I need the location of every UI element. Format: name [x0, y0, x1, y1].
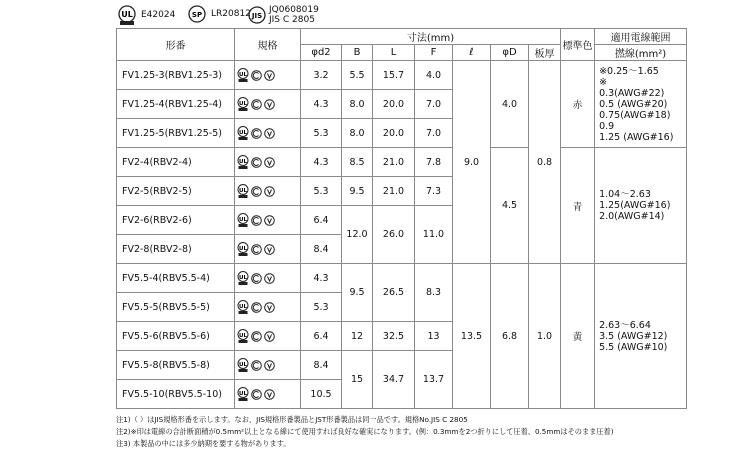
svg-text:UL: UL [121, 10, 133, 19]
wire-line: 1.25(AWG#16) [599, 200, 671, 211]
standard-marks [235, 235, 301, 264]
csa-mark-icon [251, 157, 262, 168]
model-cell: FV5.5-5(RBV5.5-5) [117, 293, 235, 322]
csa-mark-icon [251, 215, 262, 226]
standard-marks [235, 380, 301, 409]
header-b: B [342, 45, 373, 61]
ul-mark-icon [237, 387, 249, 401]
f-cell: 13 [415, 322, 453, 351]
model-cell: FV5.5-6(RBV5.5-6) [117, 322, 235, 351]
svg-text:UL: UL [239, 188, 247, 194]
f-cell: 4.0 [415, 61, 453, 90]
b-cell: 12.0 [342, 206, 373, 264]
l-cell: 15.7 [373, 61, 415, 90]
f-cell: 8.3 [415, 264, 453, 322]
f-cell: 7.3 [415, 177, 453, 206]
wire-line: 1.25 (AWG#16) [599, 131, 674, 143]
dd-group-2: 4.5 [491, 148, 529, 264]
f-cell: 7.0 [415, 119, 453, 148]
l-cell: 20.0 [373, 119, 415, 148]
l-cell: 21.0 [373, 177, 415, 206]
header-dimensions: 寸法(mm) [301, 29, 561, 45]
wire-line: 0.75(AWG#18) [599, 109, 671, 121]
standard-marks [235, 206, 301, 235]
header-standard: 規格 [235, 29, 301, 61]
dd-group-3: 6.8 [491, 264, 529, 409]
footnote-2: 注2)※印は電線の合計断面積が0.5mm²以上となる線にて使用すれば良好な確実になります。(例：0.3mmを2つ折りにして圧着、0.5mmはそのまま圧着) [116, 427, 614, 436]
svg-text:UL: UL [239, 130, 247, 136]
csa-mark-icon [251, 302, 262, 313]
table-row [117, 61, 687, 90]
ell-group-1: 9.0 [453, 61, 491, 264]
csa-mark-icon [251, 186, 262, 197]
header-d2: φd2 [301, 45, 342, 61]
f-cell: 13.7 [415, 351, 453, 409]
model-cell: FV1.25-4(RBV1.25-4) [117, 90, 235, 119]
b-cell: 8.5 [342, 148, 373, 177]
l-cell: 20.0 [373, 90, 415, 119]
svg-text:UL: UL [239, 159, 247, 165]
svg-text:UL: UL [239, 362, 247, 368]
wire-line: 0.9 [599, 120, 615, 132]
svg-text:UL: UL [239, 101, 247, 107]
jis-mark-icon [264, 128, 275, 139]
thickness-group-1: 0.8 [529, 61, 561, 264]
svg-text:JIS: JIS [251, 12, 263, 20]
csa-mark-icon [251, 244, 262, 255]
model-cell: FV2-6(RBV2-6) [117, 206, 235, 235]
ul-code: E42024 [141, 10, 176, 20]
l-cell: 34.7 [373, 351, 415, 409]
footnote-3: 注3) 本製品の中には多少納期を要する物があります。 [116, 439, 291, 448]
ul-mark-icon [237, 329, 249, 343]
jis-mark-icon [264, 215, 275, 226]
jis-mark-icon [264, 389, 275, 400]
jis-mark-icon [248, 6, 266, 24]
jis-mark-icon [264, 244, 275, 255]
d2-cell: 8.4 [301, 351, 342, 380]
wire-line: 0.5 (AWG#20) [599, 98, 668, 110]
ul-mark-icon [237, 300, 249, 314]
b-cell: 8.0 [342, 119, 373, 148]
b-cell: 12 [342, 322, 373, 351]
model-cell: FV2-4(RBV2-4) [117, 148, 235, 177]
header-thickness: 板厚 [529, 45, 561, 61]
standard-marks [235, 351, 301, 380]
d2-cell: 5.3 [301, 177, 342, 206]
model-cell: FV5.5-8(RBV5.5-8) [117, 351, 235, 380]
svg-text:UL: UL [239, 246, 247, 252]
spec-table [116, 28, 687, 409]
d2-cell: 5.3 [301, 119, 342, 148]
header-row-1 [117, 29, 687, 45]
jis-mark-icon [264, 360, 275, 371]
jis-mark-icon [264, 70, 275, 81]
b-cell: 8.0 [342, 90, 373, 119]
standard-marks [235, 177, 301, 206]
csa-code: LR20812 [211, 9, 251, 19]
wire-line: 0.3(AWG#22) [599, 87, 665, 99]
d2-cell: 6.4 [301, 206, 342, 235]
ul-mark-icon [237, 155, 249, 169]
csa-mark-icon [251, 273, 262, 284]
ul-mark-icon [237, 97, 249, 111]
d2-cell: 6.4 [301, 322, 342, 351]
ul-mark-icon [237, 184, 249, 198]
thickness-group-2: 1.0 [529, 264, 561, 409]
wire-line: ※0.25～1.65 [599, 65, 659, 77]
f-cell: 7.0 [415, 90, 453, 119]
csa-mark-icon [251, 389, 262, 400]
csa-cert [188, 5, 251, 23]
b-cell: 15 [342, 351, 373, 409]
d2-cell: 8.4 [301, 235, 342, 264]
standard-marks [235, 148, 301, 177]
f-cell: 7.8 [415, 148, 453, 177]
csa-icon [188, 5, 208, 23]
b-cell: 5.5 [342, 61, 373, 90]
ul-listed-icon [116, 5, 138, 25]
csa-mark-icon [251, 128, 262, 139]
d2-cell: 3.2 [301, 61, 342, 90]
wire-range-group-3 [595, 264, 687, 409]
ul-cert [116, 5, 175, 25]
table-row [117, 148, 687, 177]
ul-mark-icon [237, 358, 249, 372]
jis-standard: JIS C 2805 [269, 15, 315, 25]
model-cell: FV2-5(RBV2-5) [117, 177, 235, 206]
standard-marks [235, 119, 301, 148]
jis-mark-icon [264, 331, 275, 342]
d2-cell: 4.3 [301, 148, 342, 177]
wire-line: 2.0(AWG#14) [599, 211, 665, 222]
header-ell: ℓ [453, 45, 491, 61]
csa-mark-icon [251, 99, 262, 110]
ul-mark-icon [237, 242, 249, 256]
svg-text:UL: UL [239, 72, 247, 78]
model-cell: FV1.25-3(RBV1.25-3) [117, 61, 235, 90]
jis-mark-icon [264, 186, 275, 197]
header-model: 形番 [117, 29, 235, 61]
svg-text:UL: UL [239, 304, 247, 310]
ul-mark-icon [237, 213, 249, 227]
table-row [117, 264, 687, 293]
header-l: L [373, 45, 415, 61]
model-cell: FV5.5-10(RBV5.5-10) [117, 380, 235, 409]
ul-mark-icon [237, 271, 249, 285]
csa-mark-icon [251, 70, 262, 81]
color-group-2: 青 [561, 148, 595, 264]
wire-line: 3.5 (AWG#12) [599, 330, 668, 342]
color-group-3: 黄 [561, 264, 595, 409]
header-dd: φD [491, 45, 529, 61]
header-wire-sub: 撚線(mm²) [595, 45, 687, 61]
color-group-1: 赤 [561, 61, 595, 148]
jis-mark-icon [264, 99, 275, 110]
d2-cell: 5.3 [301, 293, 342, 322]
wire-range-group-2 [595, 148, 687, 264]
standard-marks [235, 264, 301, 293]
wire-line: 1.04～2.63 [599, 189, 651, 200]
header-wire: 適用電線範囲 [595, 29, 687, 45]
jis-mark-icon [264, 302, 275, 313]
svg-text:SP: SP [191, 11, 203, 19]
ul-mark-icon [237, 126, 249, 140]
certification-bar [116, 2, 716, 28]
jis-mark-icon [264, 157, 275, 168]
standard-marks [235, 61, 301, 90]
d2-cell: 10.5 [301, 380, 342, 409]
dd-group-1: 4.0 [491, 61, 529, 148]
ell-group-2: 13.5 [453, 264, 491, 409]
d2-cell: 4.3 [301, 264, 342, 293]
csa-mark-icon [251, 331, 262, 342]
l-cell: 32.5 [373, 322, 415, 351]
standard-marks [235, 90, 301, 119]
jis-cert [248, 5, 319, 25]
l-cell: 26.5 [373, 264, 415, 322]
svg-text:UL: UL [239, 333, 247, 339]
header-f: F [415, 45, 453, 61]
model-cell: FV5.5-4(RBV5.5-4) [117, 264, 235, 293]
model-cell: FV2-8(RBV2-8) [117, 235, 235, 264]
svg-text:UL: UL [239, 391, 247, 397]
jis-code: JQ0608019 [269, 5, 319, 15]
svg-text:UL: UL [239, 217, 247, 223]
wire-line: 2.63～6.64 [599, 319, 651, 331]
model-cell: FV1.25-5(RBV1.25-5) [117, 119, 235, 148]
csa-mark-icon [251, 360, 262, 371]
wire-range-group-1 [595, 61, 687, 148]
ul-mark-icon [237, 68, 249, 82]
jis-mark-icon [264, 273, 275, 284]
header-color: 標準色 [561, 29, 595, 61]
wire-line: ※ [599, 76, 608, 88]
f-cell: 11.0 [415, 206, 453, 264]
b-cell: 9.5 [342, 177, 373, 206]
footnote-1: 注1)（ ）はJIS規格形番を示します。なお、JIS規格形番製品とJST形番製品は同一品です。規格No.JIS C 2805 [116, 415, 468, 424]
footnotes [116, 414, 736, 450]
l-cell: 26.0 [373, 206, 415, 264]
wire-line: 5.5 (AWG#10) [599, 341, 668, 353]
svg-text:UL: UL [239, 275, 247, 281]
l-cell: 21.0 [373, 148, 415, 177]
standard-marks [235, 322, 301, 351]
standard-marks [235, 293, 301, 322]
b-cell: 9.5 [342, 264, 373, 322]
d2-cell: 4.3 [301, 90, 342, 119]
